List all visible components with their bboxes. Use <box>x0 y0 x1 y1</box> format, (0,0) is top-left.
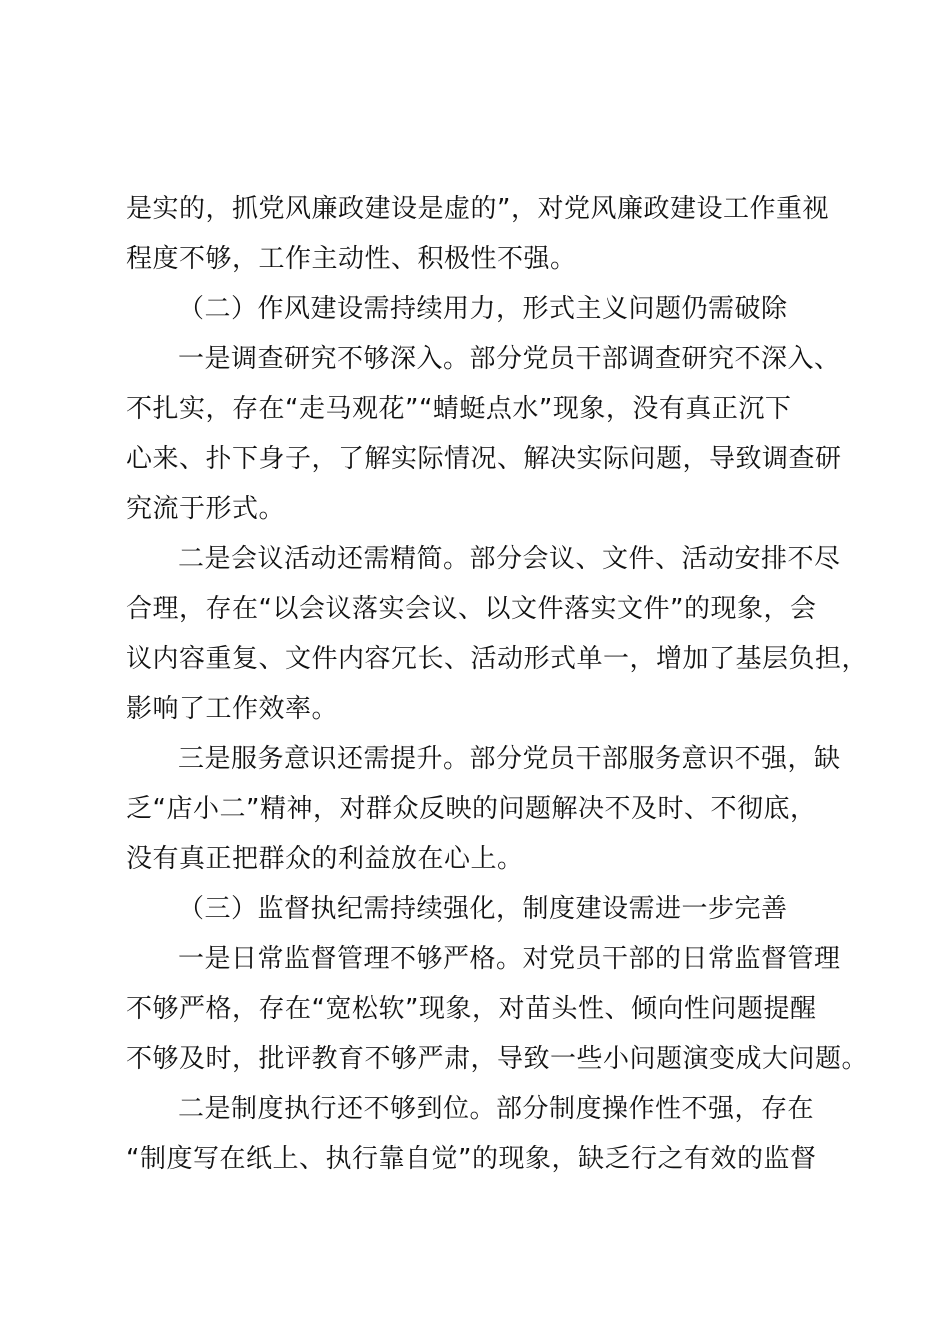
text-line: “制度写在纸上、执行靠自觉”的现象，缺乏行之有效的监督 <box>126 1144 817 1174</box>
paragraph-start-line: 二是制度执行还不够到位。部分制度操作性不强，存在 <box>178 1094 815 1124</box>
document-body <box>126 184 869 1184</box>
paragraph-start-line: 一是日常监督管理不够严格。对党员干部的日常监督管理 <box>178 944 841 974</box>
text-line: 合理，存在“以会议落实会议、以文件落实文件”的现象，会 <box>126 594 817 624</box>
paragraph-start-line: 一是调查研究不够深入。部分党员干部调查研究不深入、 <box>178 344 841 374</box>
paragraph-start-line: 三是服务意识还需提升。部分党员干部服务意识不强，缺 <box>178 744 841 774</box>
text-line: 究流于形式。 <box>126 494 286 524</box>
text-line: 不扎实，存在“走马观花”“蜻蜓点水”现象，没有真正沉下 <box>126 394 792 424</box>
text-line: 心来、扑下身子，了解实际情况、解决实际问题，导致调查研 <box>126 444 842 474</box>
text-line: 程度不够，工作主动性、积极性不强。 <box>126 244 577 274</box>
section-heading: （三）监督执纪需持续强化，制度建设需进一步完善 <box>178 894 788 924</box>
paragraph-start-line: 二是会议活动还需精简。部分会议、文件、活动安排不尽 <box>178 544 841 574</box>
text-line: 是实的，抓党风廉政建设是虚的”，对党风廉政建设工作重视 <box>126 194 829 224</box>
text-line: 没有真正把群众的利益放在心上。 <box>126 844 524 874</box>
text-line: 乏“店小二”精神，对群众反映的问题解决不及时、不彻底， <box>126 794 817 824</box>
text-line: 不够严格，存在“宽松软”现象，对苗头性、倾向性问题提醒 <box>126 994 817 1024</box>
section-heading: （二）作风建设需持续用力，形式主义问题仍需破除 <box>178 294 788 324</box>
text-line: 议内容重复、文件内容冗长、活动形式单一，增加了基层负担， <box>126 644 869 674</box>
text-line: 影响了工作效率。 <box>126 694 339 724</box>
text-line: 不够及时，批评教育不够严肃，导致一些小问题演变成大问题。 <box>126 1044 869 1074</box>
